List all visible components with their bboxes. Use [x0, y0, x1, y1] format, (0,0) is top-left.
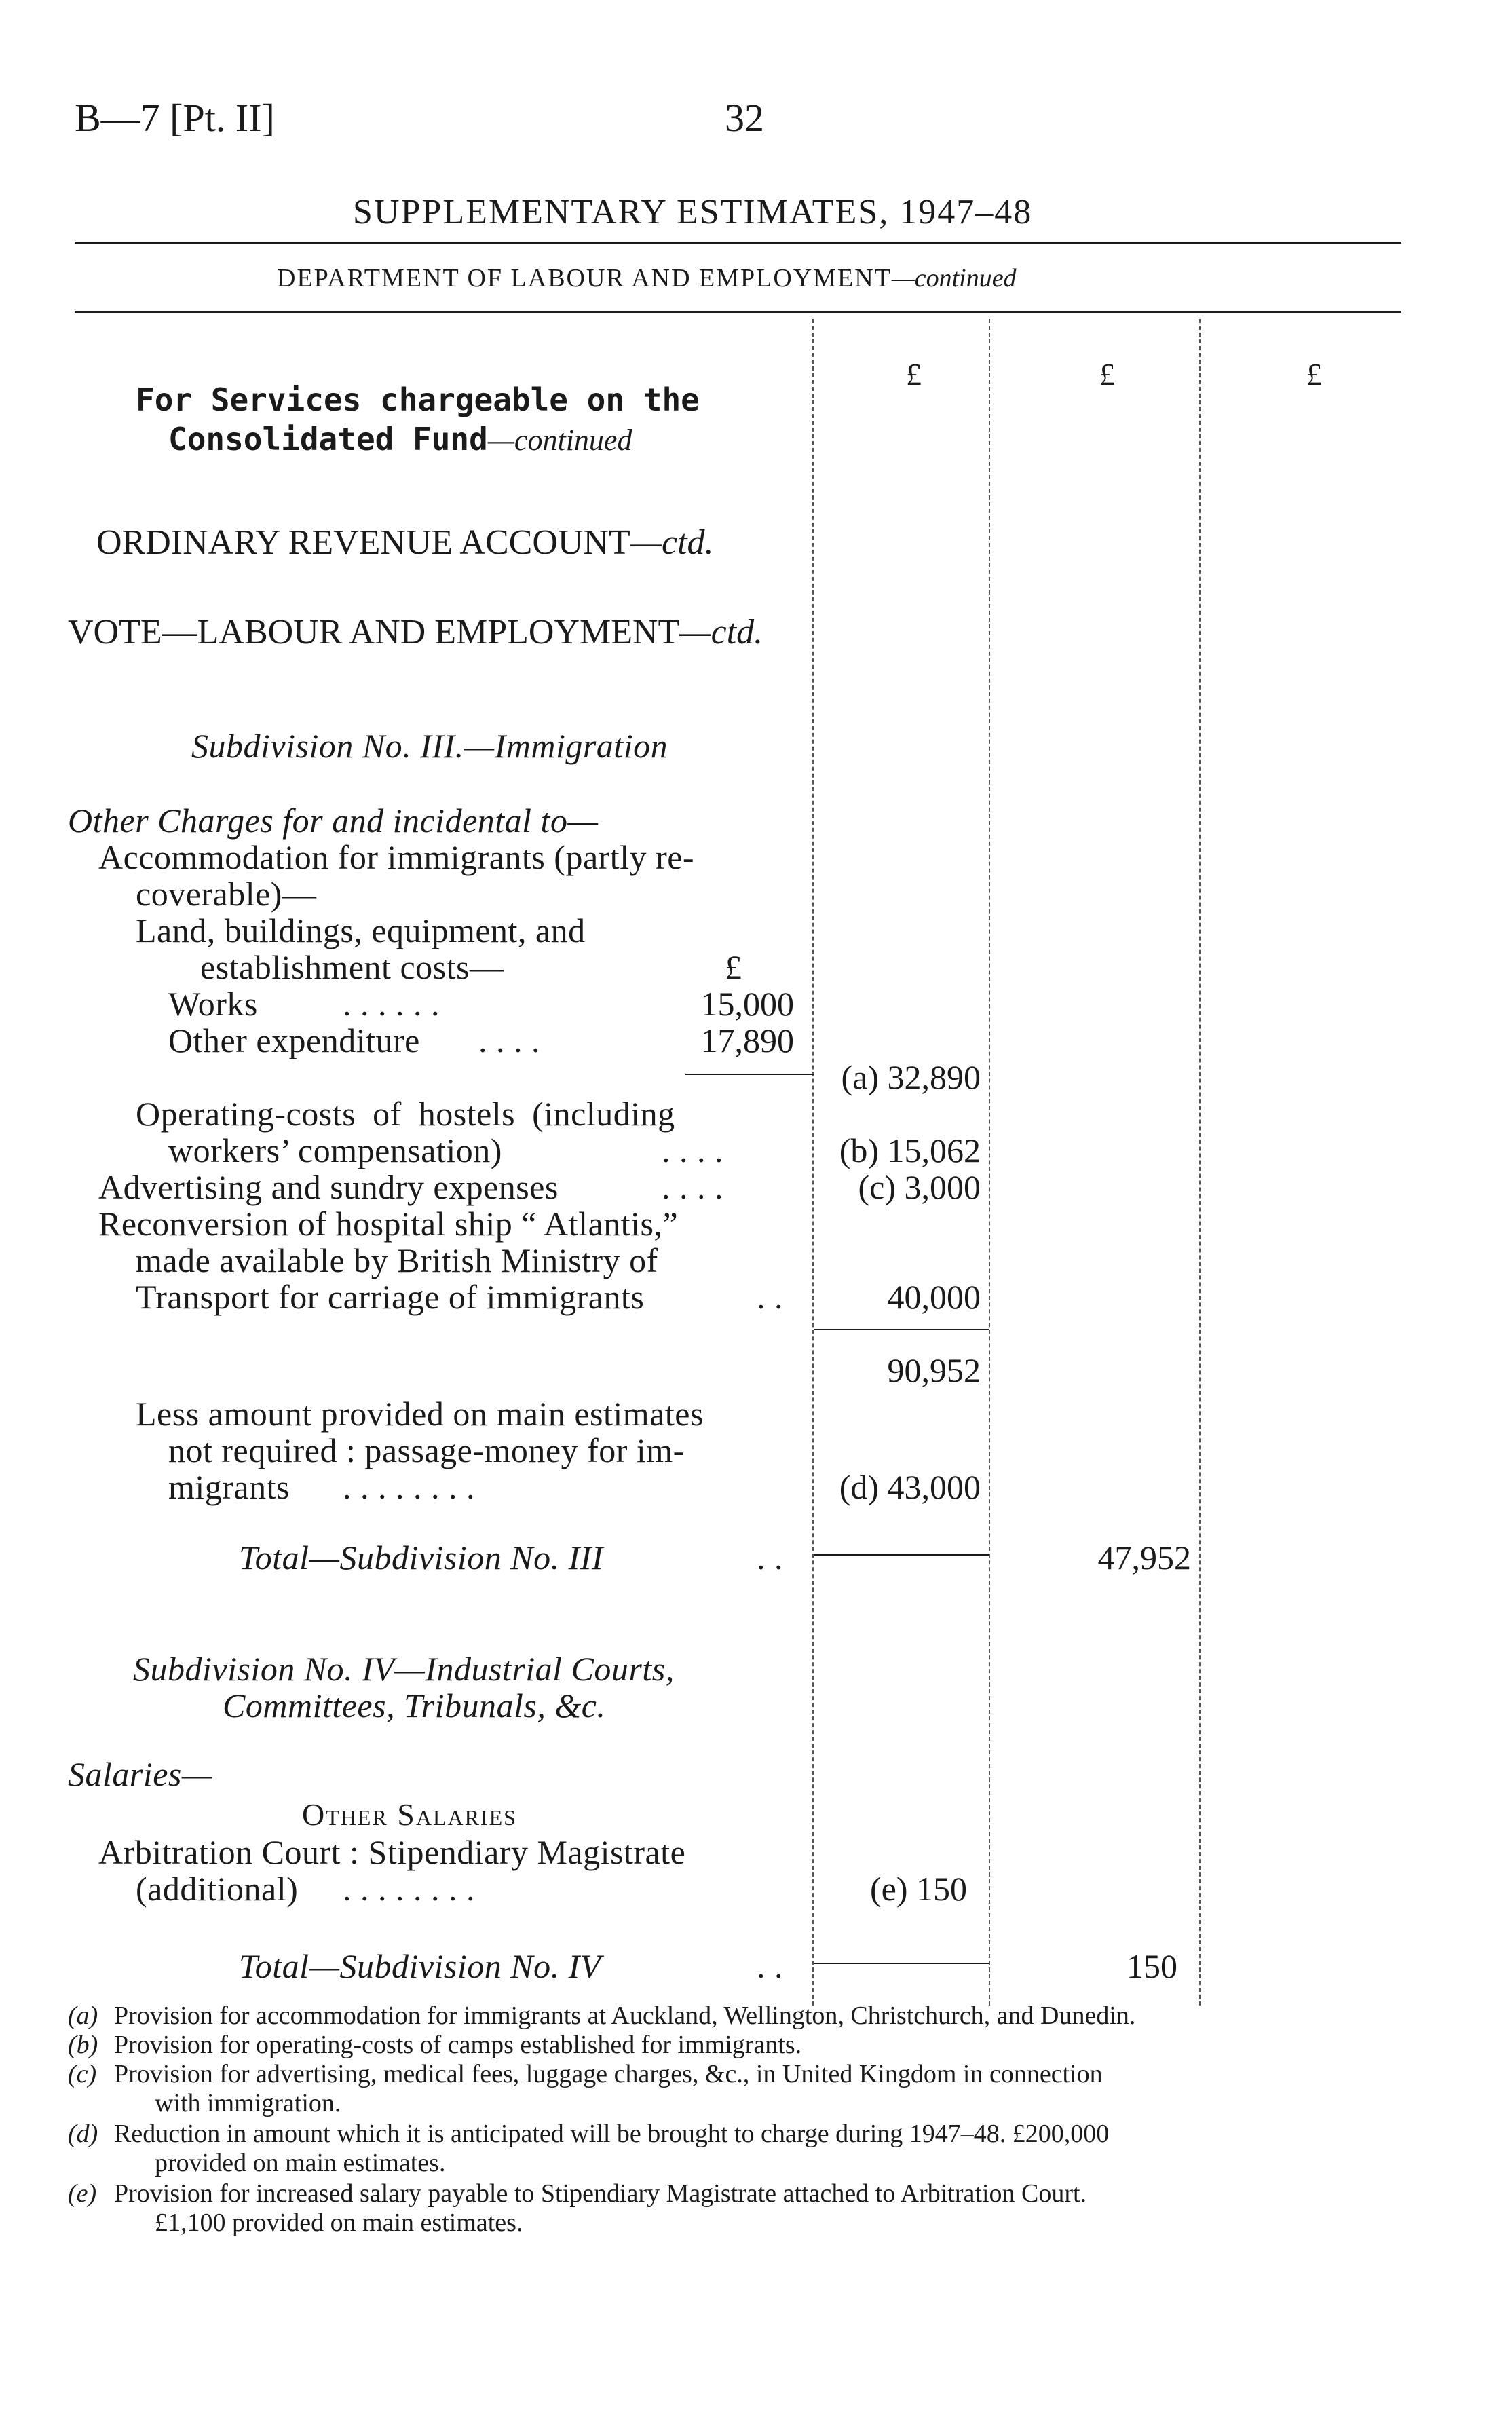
gross-sum-rule: [814, 1329, 989, 1330]
other-expenditure-value: 17,890: [700, 1021, 794, 1059]
reconversion-value: 40,000: [887, 1278, 981, 1316]
page-title: SUPPLEMENTARY ESTIMATES, 1947–48: [353, 193, 1033, 231]
less-amount-value: (d) 43,000: [839, 1468, 981, 1506]
account-name: ORDINARY REVENUE ACCOUNT: [96, 523, 630, 562]
other-salaries-label: Other Salaries: [302, 1797, 517, 1832]
subdivision-4-total-rule: [814, 1963, 989, 1964]
subdivision-3-total-label: Total—Subdivision No. III: [239, 1539, 604, 1577]
subdivision-4-heading-line1: Subdivision No. IV—Industrial Courts,: [133, 1650, 675, 1688]
document-reference: B—7 [Pt. II]: [75, 96, 275, 140]
reconversion-line1: Reconversion of hospital ship “ Atlantis,”: [98, 1205, 679, 1243]
arbitration-court-line2: (additional): [136, 1870, 299, 1908]
less-amount-leader-dots: . . . . . . . .: [343, 1468, 475, 1506]
less-amount-line3: migrants: [168, 1468, 290, 1506]
works-label: Works: [168, 985, 258, 1023]
less-amount-line2: not required : passage-money for im-: [168, 1431, 685, 1469]
footnote-b-label: (b): [68, 2031, 98, 2059]
subdivision-4-total-value: 150: [1127, 1947, 1177, 1985]
department-continued: —continued: [891, 264, 1017, 293]
reconversion-line3: Transport for carriage of immigrants: [136, 1278, 645, 1316]
less-amount-line1: Less amount provided on main estimates: [136, 1395, 704, 1433]
footnote-d-label: (d): [68, 2120, 98, 2148]
subdivision-3-total-leader-dots: . .: [757, 1539, 783, 1577]
gross-total: 90,952: [887, 1351, 981, 1389]
subdivision-4-heading-line2: Committees, Tribunals, &c.: [223, 1687, 606, 1725]
advertising-value: (c) 3,000: [858, 1168, 981, 1206]
arbitration-court-line1: Arbitration Court : Stipendiary Magistrate: [98, 1833, 686, 1871]
other-charges-label: Other Charges for and incidental to—: [68, 802, 599, 840]
footnote-d-text-line1: Reduction in amount which it is anticipated will be brought to charge during 1947–48. £200,000: [114, 2120, 1110, 2148]
vote-heading: [68, 612, 763, 652]
column-1-currency: £: [906, 357, 922, 392]
services-heading-line1: For Services chargeable on the: [136, 381, 700, 418]
vote-continued: —ctd.: [679, 613, 763, 652]
operating-costs-line2: workers’ compensation): [168, 1131, 502, 1169]
subdivision-3-total-rule: [814, 1554, 989, 1556]
column-divider-2: [989, 319, 990, 2006]
footnote-b-text: Provision for operating-costs of camps established for immigrants.: [114, 2031, 802, 2059]
accommodation-sum-rule: [685, 1074, 814, 1075]
inner-currency: £: [725, 948, 742, 986]
works-value: 15,000: [700, 985, 794, 1023]
footnote-e-label: (e): [68, 2179, 97, 2208]
column-divider-1: [812, 319, 814, 2006]
subdivision-3-heading: Subdivision No. III.—Immigration: [191, 727, 668, 765]
footnote-c-text-line2: with immigration.: [155, 2089, 341, 2117]
vote-name: VOTE—LABOUR AND EMPLOYMENT: [68, 613, 680, 652]
services-heading-line2: [168, 421, 632, 457]
services-continued: —continued: [487, 423, 632, 457]
operating-costs-line1: Operating-costs of hostels (including: [136, 1095, 675, 1133]
account-continued: —ctd.: [630, 523, 714, 562]
reconversion-leader-dots: . .: [757, 1278, 783, 1316]
land-line1: Land, buildings, equipment, and: [136, 911, 586, 949]
page-number: 32: [725, 96, 764, 140]
footnote-a-text: Provision for accommodation for immigrants at Auckland, Wellington, Christchurch, and Dunedin.: [114, 2001, 1136, 2030]
department-heading: [277, 263, 1017, 293]
advertising-label: Advertising and sundry expenses: [98, 1168, 559, 1206]
reconversion-line2: made available by British Ministry of: [136, 1241, 658, 1279]
land-line2: establishment costs—: [200, 948, 504, 986]
accommodation-total: (a) 32,890: [841, 1058, 981, 1096]
operating-costs-value: (b) 15,062: [839, 1131, 981, 1169]
subdivision-3-total-value: 47,952: [1097, 1539, 1191, 1577]
subdivision-4-total-leader-dots: . .: [757, 1947, 783, 1985]
footnote-e-text-line1: Provision for increased salary payable to Stipendiary Magistrate attached to Arbitration Court.: [114, 2179, 1087, 2208]
column-2-currency: £: [1099, 357, 1115, 392]
department-name: DEPARTMENT OF LABOUR AND EMPLOYMENT: [277, 264, 892, 293]
department-rule: [75, 311, 1401, 313]
title-rule: [75, 242, 1401, 244]
column-3-currency: £: [1306, 357, 1322, 392]
account-heading: [96, 523, 714, 563]
footnote-d-text-line2: provided on main estimates.: [155, 2149, 446, 2177]
accommodation-line2: coverable)—: [136, 875, 317, 913]
arbitration-court-leader-dots: . . . . . . . .: [343, 1870, 475, 1908]
salaries-label: Salaries—: [68, 1755, 212, 1793]
footnote-a-label: (a): [68, 2001, 98, 2030]
other-expenditure-label: Other expenditure: [168, 1021, 420, 1059]
works-leader-dots: . . . . . .: [343, 985, 440, 1023]
other-expenditure-leader-dots: . . . .: [478, 1021, 540, 1059]
consolidated-fund: Consolidated Fund: [168, 421, 488, 457]
accommodation-line1: Accommodation for immigrants (partly re-: [98, 838, 695, 876]
arbitration-court-value: (e) 150: [870, 1870, 967, 1908]
subdivision-4-total-label: Total—Subdivision No. IV: [239, 1947, 601, 1985]
footnote-c-label: (c): [68, 2060, 97, 2088]
footnote-c-text-line1: Provision for advertising, medical fees, luggage charges, &c., in United Kingdom in connection: [114, 2060, 1103, 2088]
operating-costs-leader-dots: . . . .: [662, 1131, 723, 1169]
advertising-leader-dots: . . . .: [662, 1168, 723, 1206]
footnote-e-text-line2: £1,100 provided on main estimates.: [155, 2208, 523, 2237]
column-divider-3: [1199, 319, 1201, 2006]
